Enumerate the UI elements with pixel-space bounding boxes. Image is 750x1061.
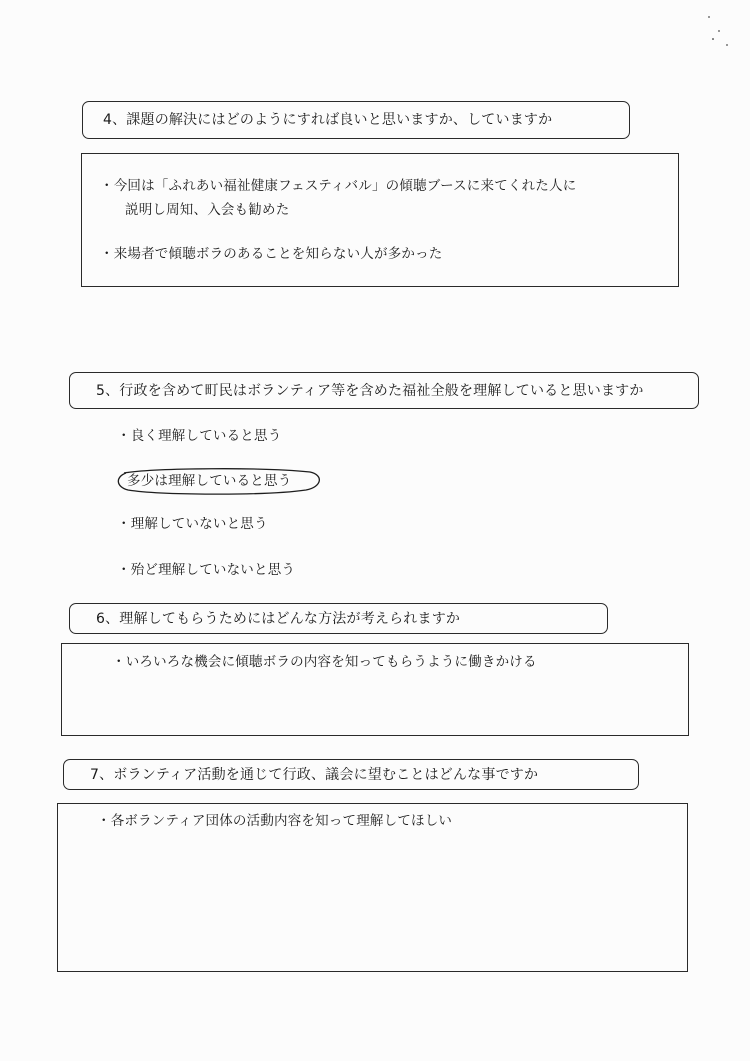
question-5-option-1: ・良く理解していると思う — [117, 428, 282, 444]
question-4-answer-box — [81, 153, 679, 287]
question-6-title: 6、理解してもらうためにはどんな方法が考えられますか — [96, 610, 461, 627]
question-7-title: 7、ボランティア活動を通じて行政、議会に望むことはどんな事ですか — [90, 766, 539, 783]
question-4-answer-line-2: 説明し周知、入会も勧めた — [125, 202, 290, 218]
question-5-option-2-selected: 多少は理解していると思う — [127, 473, 292, 489]
question-4-answer-line-3: ・来場者で傾聴ボラのあることを知らない人が多かった — [100, 246, 443, 262]
question-6-answer-line-1: ・いろいろな機会に傾聴ボラの内容を知ってもらうように働きかける — [112, 654, 537, 670]
question-5-option-4: ・殆ど理解していないと思う — [117, 562, 296, 578]
scan-speck — [726, 44, 728, 46]
question-4-answer-line-1: ・今回は「ふれあい福祉健康フェスティバル」の傾聴ブースに来てくれた人に — [100, 178, 577, 194]
question-7-answer-line-1: ・各ボランティア団体の活動内容を知って理解してほしい — [97, 813, 453, 829]
question-6-heading — [69, 603, 608, 634]
question-5-title: 5、行政を含めて町民はボランティア等を含めた福祉全般を理解していると思いますか — [96, 382, 644, 399]
scan-speck — [708, 16, 710, 18]
question-4-title: 4、課題の解決にはどのようにすれば良いと思いますか、していますか — [103, 112, 553, 128]
scan-speck — [712, 38, 714, 40]
question-7-heading — [63, 759, 639, 790]
scan-speck — [718, 30, 720, 32]
question-4-heading — [82, 101, 630, 139]
question-5-heading — [69, 372, 699, 409]
question-5-option-3: ・理解していないと思う — [117, 516, 268, 532]
